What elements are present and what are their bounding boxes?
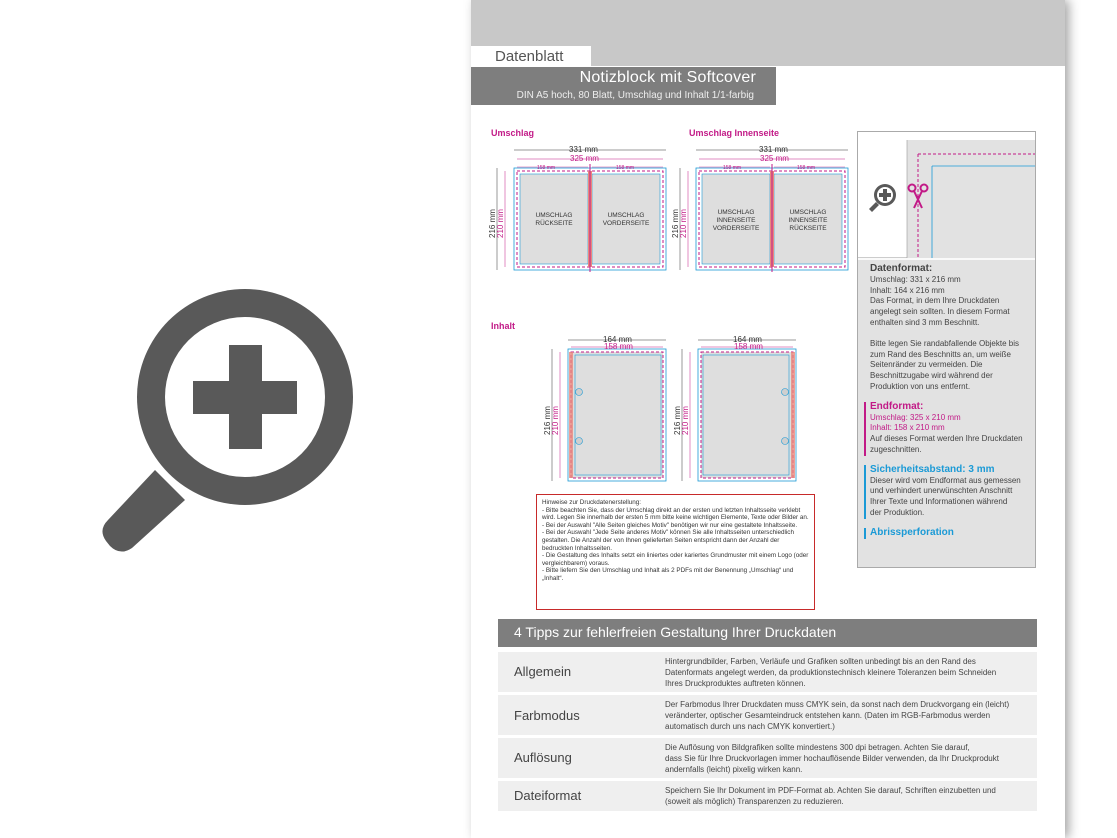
panel-label: INNENSEITE: [788, 217, 828, 224]
legend-line: zum Rand des Beschnitts an, um weiße: [870, 349, 1011, 359]
product-subtitle: DIN A5 hoch, 80 Blatt, Umschlag und Inhalt 1/1-farbig: [516, 90, 754, 101]
content-width-total: 164 mm: [603, 335, 632, 344]
legend-abriss: [864, 528, 1031, 539]
inside-height-final: 210 mm: [679, 209, 688, 238]
tip-label: Allgemein: [514, 664, 572, 679]
tip-label: Dateiformat: [514, 788, 582, 803]
legend-line: enthalten sind 3 mm Beschnitt.: [870, 317, 980, 327]
legend-line: angelegt sein sollten. In diesem Format: [870, 307, 1010, 317]
datasheet-tab: Datenblatt: [471, 46, 591, 68]
legend-line: Umschlag: 331 x 216 mm: [870, 274, 961, 284]
datasheet-page: [471, 0, 1065, 838]
legend-endformat: [864, 402, 1031, 456]
cover-width-final: 325 mm: [570, 154, 599, 163]
legend-sicherheitsabstand: [864, 465, 1031, 519]
panel-label: UMSCHLAG: [717, 209, 755, 216]
tip-label: Farbmodus: [514, 708, 580, 723]
tip-row: [498, 652, 1037, 692]
content-page-right: [673, 335, 796, 481]
cover-panel-width-left: 158 mm: [537, 165, 556, 171]
content-width-final: 158 mm: [734, 342, 763, 351]
content-width-final: 158 mm: [604, 342, 633, 351]
cover-inside-diagram: [671, 145, 848, 272]
legend-line: zugeschnitten.: [870, 444, 922, 454]
legend-line: Dieser wird vom Endformat aus gemessen: [870, 475, 1021, 485]
sicherheit-title: Sicherheitsabstand: 3 mm: [870, 463, 995, 475]
note-heading: Hinweise zur Druckdatenerstellung:: [542, 499, 642, 506]
inside-panel-width-left: 158 mm: [723, 165, 742, 171]
legend-line: Das Format, in dem Ihre Druckdaten: [870, 296, 1000, 306]
note-item: - Die Gestaltung des Inhalts setzt ein liniertes oder kariertes Grundmuster mit einem Logo (oder vergleichbarem) voraus.: [542, 552, 809, 567]
legend-panel: [857, 131, 1036, 568]
legend-line: Ihrer Texte und Informationen während: [870, 497, 1008, 507]
legend-text: [858, 260, 1035, 567]
tip-row: [498, 738, 1037, 778]
tips-heading: 4 Tipps zur fehlerfreien Gestaltung Ihrer Druckdaten: [498, 619, 1037, 647]
tip-text: Hintergrundbilder, Farben, Verläufe und Grafiken sollten unbedingt bis an den Rand des Datenformats angelegt werden, da produktionstechnisch kleinere Toleranzen beim Schneiden Ihres Druckproduktes auftreten können.: [665, 657, 997, 688]
panel-label: VORDERSEITE: [712, 225, 760, 232]
panel-label: RÜCKSEITE: [789, 225, 827, 232]
cover-diagram: [488, 145, 666, 272]
legend-zoom-preview[interactable]: [858, 132, 1035, 258]
legend-line: Seitenränder zu vermeiden. Die: [870, 360, 983, 370]
layout-diagrams: [471, 0, 851, 490]
note-item: - Bitte liefern Sie den Umschlag und Inhalt als 2 PDFs mit der Benennung „Umschlag“ und „Inhalt“.: [542, 567, 794, 582]
print-notes-box: [536, 494, 815, 610]
legend-line: Umschlag: 325 x 210 mm: [870, 412, 961, 422]
content-height-final: 210 mm: [551, 406, 560, 435]
section-umschlag-innenseite: Umschlag Innenseite: [689, 128, 780, 138]
zoom-in-icon[interactable]: [0, 0, 470, 838]
section-inhalt: Inhalt: [491, 321, 515, 331]
panel-label: VORDERSEITE: [602, 220, 650, 227]
cover-height-total: 216 mm: [488, 209, 497, 238]
note-item: - Bei der Auswahl "Jede Seite anderes Motiv" können Sie alle Inhaltsseiten unterschiedlich gestalten. Die Anzahl der von Ihnen gelieferten Seiten entspricht dann der Anzahl der bedruckten Inhaltsseiten.: [542, 529, 794, 552]
panel-label: UMSCHLAG: [535, 212, 573, 219]
content-height-final: 210 mm: [681, 406, 690, 435]
tip-label: Auflösung: [514, 750, 572, 765]
content-height-total: 216 mm: [673, 406, 682, 435]
legend-line: Inhalt: 158 x 210 mm: [870, 423, 945, 433]
legend-line: Inhalt: 164 x 216 mm: [870, 285, 945, 295]
panel-label: RÜCKSEITE: [535, 220, 573, 227]
panel-label: UMSCHLAG: [607, 212, 645, 219]
content-height-total: 216 mm: [543, 406, 552, 435]
tip-row: [498, 781, 1037, 811]
legend-line: der Produktion.: [870, 507, 925, 517]
inside-height-total: 216 mm: [671, 209, 680, 238]
legend-line: Produktion von uns entfernt.: [870, 381, 971, 391]
inside-width-total: 331 mm: [759, 145, 788, 154]
cover-height-final: 210 mm: [496, 209, 505, 238]
legend-line: Auf dieses Format werden Ihre Druckdaten: [870, 434, 1023, 444]
legend-line: Bitte legen Sie randabfallende Objekte bis: [870, 338, 1019, 348]
content-width-total: 164 mm: [733, 335, 762, 344]
tip-row: [498, 695, 1037, 735]
legend-line: und verhindert unerwünschten Anschnitt: [870, 486, 1013, 496]
tip-text: Der Farbmodus Ihrer Druckdaten muss CMYK sein, da sonst nach dem Druckvorgang ein (leicht) veränderter, optischer Gesamteindruck entstehen kann. (Daten im RGB-Farbmodus werden automatisch durch uns nach CMYK konvertiert.): [665, 700, 1010, 731]
tip-text: Speichern Sie Ihr Dokument im PDF-Format ab. Achten Sie darauf, Schriften einzubetten und (soweit als möglich) Transparenzen zu reduzieren.: [665, 786, 996, 806]
cover-width-total: 331 mm: [569, 145, 598, 154]
legend-line: Beschnittzugabe wird während der: [870, 371, 993, 381]
content-page-left: [543, 335, 666, 481]
panel-label: INNENSEITE: [716, 217, 756, 224]
cover-panel-width-right: 158 mm: [616, 165, 635, 171]
panel-label: UMSCHLAG: [789, 209, 827, 216]
endformat-title: Endformat:: [870, 400, 924, 412]
section-umschlag: Umschlag: [491, 128, 535, 138]
legend-datenformat: [870, 264, 1031, 393]
inside-width-final: 325 mm: [760, 154, 789, 163]
magnifier-icon: [869, 184, 896, 212]
datenformat-title: Datenformat:: [870, 263, 933, 274]
inside-panel-width-right: 158 mm: [797, 165, 816, 171]
product-title: Notizblock mit Softcover: [579, 69, 756, 86]
tip-text: Die Auflösung von Bildgrafiken sollte mindestens 300 dpi betragen. Achten Sie darauf, dass Sie für Ihre Druckvorlagen immer hochauflösende Bilder verwenden, da Ihr Druckprodukt andernfalls (leicht) pixelig wirken kann.: [665, 743, 999, 774]
note-item: - Bitte beachten Sie, dass der Umschlag direkt an der ersten und letzten Inhaltsseite verklebt wird. Legen Sie innerhalb der ersten 5 mm bitte keine wichtigen Elemente, Texte oder Bilder an.: [542, 506, 809, 522]
abriss-title: Abrissperforation: [870, 526, 954, 538]
note-item: - Bei der Auswahl "Alle Seiten gleiches Motiv" benötigen wir nur eine gestaltete Inhaltsseite.: [542, 521, 798, 529]
